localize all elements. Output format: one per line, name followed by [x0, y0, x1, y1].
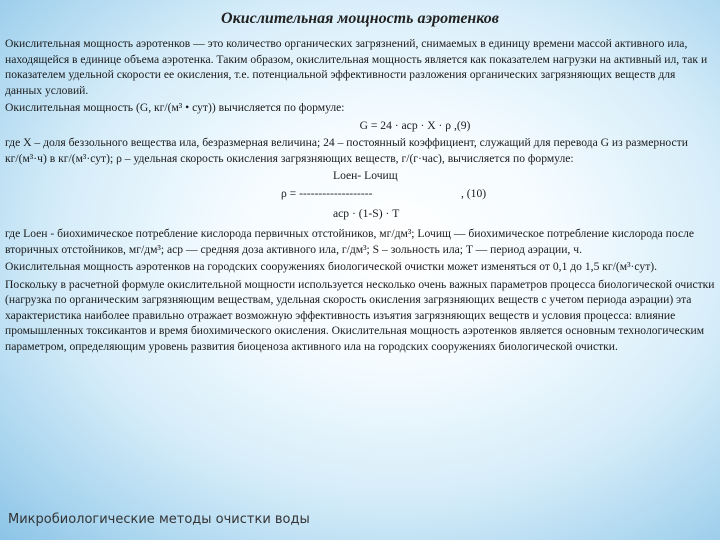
formula-9-expression: G = 24 · aср · X · ρ [359, 118, 452, 132]
document-body [5, 36, 715, 356]
paragraph-variables-9: где X – доля беззольного вещества ила, безразмерная величина; 24 – постоянный коэффициент, служащий для перевода G из размерности кг/(м³·ч) в кг/(м³·сут); ρ – удельная скорость окисления загрязняющих веществ, г/(г·час), вычисляется по формуле: [5, 136, 688, 165]
formula-10 [5, 168, 715, 224]
paragraph-range: Окислительная мощность аэротенков на городских сооружениях биологической очистки может изменяться от 0,1 до 1,5 кг/(м³·сут). [5, 260, 658, 273]
formula-10-fraction-line: ρ = ------------------- [281, 187, 373, 200]
paragraph-definition: Окислительная мощность аэротенков — это количество органических загрязнений, снимаемых в единицу времени массой активного ила, находящейся в единице объема аэротенка. Таким образом, окислительная мощность является как показателем нагрузки на активный ил, так и показателем удельной скорости ее окисления, т.е. потенциальной эффективности разложения органических загрязняющих веществ для данных условий. [5, 37, 708, 97]
paragraph-conclusion: Поскольку в расчетной формуле окислительной мощности используется несколько очень важных параметров процесса биологической очистки (нагрузка по органическим загрязняющим веществам, удельная скорость окисления загрязняющих веществ с учетом периода аэрации) эта характеристика наиболее правильно отражает возможную эффективность изъятия загрязняющих веществ и условия процесса: влияние промышленных токсикантов и время биохимического окисления. Окислительная мощность аэротенков является основным технологическим параметром, определяющим уровень развития биоценоза активного ила на городских сооружениях биологической очистки. [5, 277, 715, 353]
paragraph-formula-intro: Окислительная мощность (G, кг/(м³ • сут)) вычисляется по формуле: [5, 101, 345, 114]
page-title: Окислительная мощность аэротенков [221, 10, 499, 27]
formula-10-denominator: aср · (1-S) · T [333, 207, 400, 220]
formula-9 [5, 118, 715, 134]
paragraph-variables-10: где Lоен - биохимическое потребление кислорода первичных отстойников, мг/дм³; Lочищ — биохимическое потребление кислорода после вторичных отстойников, мг/дм³; aср — средняя доза активного ила, г/дм³; S – зольность ила; T — период аэрации, ч. [5, 227, 695, 256]
formula-9-number: ,(9) [454, 118, 471, 132]
footer-caption: Микробиологические методы очистки воды [8, 512, 310, 527]
formula-10-numerator: Lоен- Lочищ [333, 169, 398, 182]
formula-10-number: , (10) [461, 187, 487, 200]
